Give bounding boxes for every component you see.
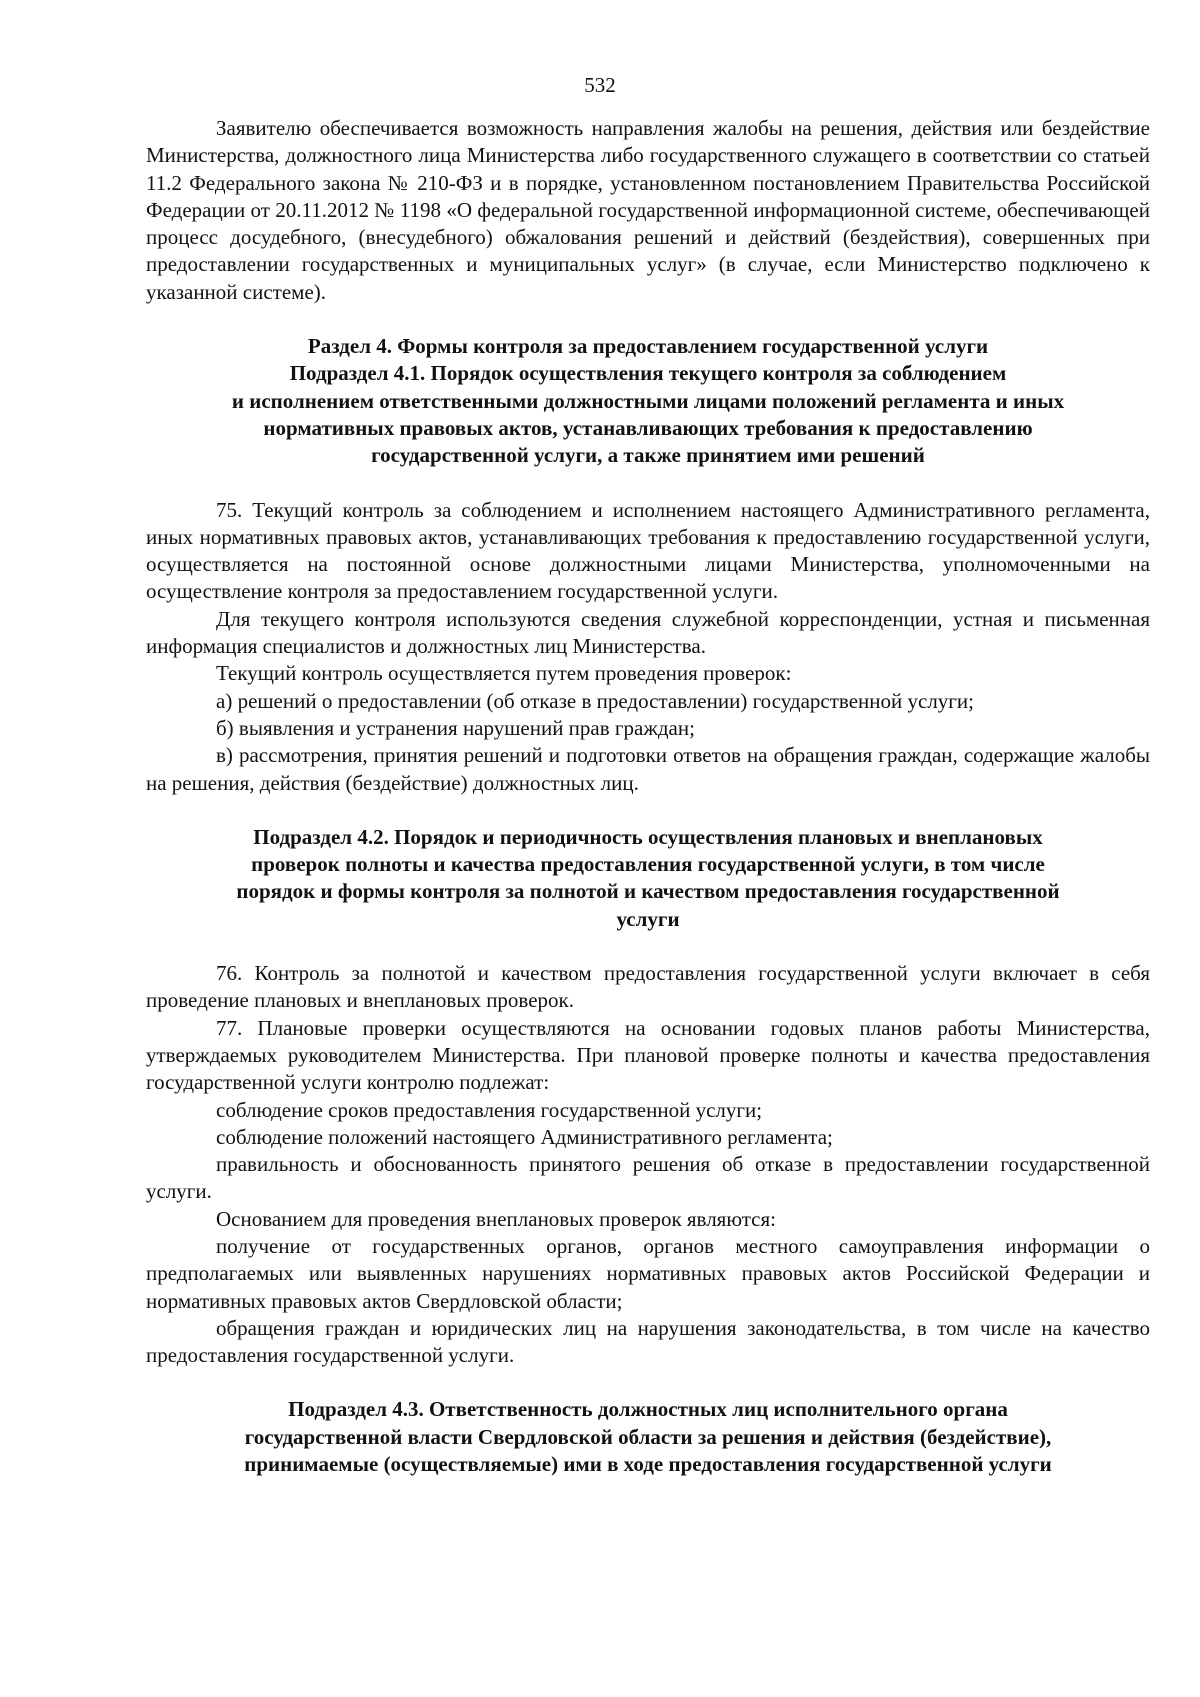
- heading-line: нормативных правовых актов, устанавливающих требования к предоставлению: [263, 415, 1033, 440]
- list-item: а) решений о предоставлении (об отказе в предоставлении) государственной услуги;: [216, 688, 974, 713]
- list-item: соблюдение сроков предоставления государственной услуги;: [216, 1097, 763, 1122]
- intro-paragraph: Заявителю обеспечивается возможность направления жалобы на решения, действия или бездействие Министерства, должностного лица Министерства либо государственного служащего в соответствии со статьей 11.2 Федерального закона № 210-ФЗ и в порядке, установленном постановлением Правительства Российской Федерации от 20.11.2012 № 1198 «О федеральной государственной информационной системе, обеспечивающей процесс досудебного, (внесудебного) обжалования решений и действий (бездействия), совершенных при предоставлении государственных и муниципальных услуг» (в случае, если Министерство подключено к указанной системе).: [146, 116, 1150, 304]
- heading-line: услуги: [616, 906, 680, 931]
- list-item: б) выявления и устранения нарушений прав граждан;: [216, 715, 695, 740]
- paragraph-75: 75. Текущий контроль за соблюдением и исполнением настоящего Административного регламента, иных нормативных правовых актов, устанавливающих требования к предоставлению государственной услуги, осуществляется на постоянной основе должностными лицами Министерства, уполномоченными на осуществление контроля за предоставлением государственной услуги.: [146, 497, 1150, 604]
- paragraph: Текущий контроль осуществляется путем проведения проверок:: [216, 661, 792, 686]
- document-body: [146, 115, 1150, 1478]
- paragraph-76: 76. Контроль за полнотой и качеством предоставления государственной услуги включает в себя проведение плановых и внеплановых проверок.: [146, 961, 1150, 1013]
- heading-line: принимаемые (осуществляемые) ими в ходе предоставления государственной услуги: [244, 1452, 1052, 1477]
- subsection-4-3-heading: [146, 1396, 1150, 1478]
- list-item: обращения граждан и юридических лиц на нарушения законодательства, в том числе на качество предоставления государственной услуги.: [146, 1315, 1150, 1368]
- list-item: в) рассмотрения, принятия решений и подготовки ответов на обращения граждан, содержащие жалобы на решения, действия (бездействие) должностных лиц.: [146, 743, 1150, 795]
- heading-line: государственной власти Свердловской области за решения и действия (бездействие),: [244, 1424, 1052, 1449]
- list-item: правильность и обоснованность принятого решения об отказе в предоставлении государственной услуги.: [146, 1152, 1150, 1204]
- heading-line: порядок и формы контроля за полнотой и качеством предоставления государственной: [236, 879, 1060, 904]
- heading-line: Раздел 4. Формы контроля за предоставлением государственной услуги: [307, 334, 989, 359]
- list-item: получение от государственных органов, органов местного самоуправления информации о предполагаемых или выявленных нарушениях нормативных правовых актов Российской Федерации и нормативных правовых актов Свердловской области;: [146, 1233, 1150, 1313]
- page-number: 532: [584, 73, 616, 97]
- section-4-heading: [146, 333, 1150, 469]
- subsection-4-2-heading: [146, 824, 1150, 933]
- heading-line: Подраздел 4.1. Порядок осуществления текущего контроля за соблюдением: [289, 361, 1007, 386]
- heading-line: государственной услуги, а также принятием ими решений: [371, 443, 925, 468]
- heading-line: проверок полноты и качества предоставления государственной услуги, в том числе: [251, 852, 1045, 877]
- heading-line: и исполнением ответственными должностными лицами положений регламента и иных: [231, 388, 1065, 413]
- heading-line: Подраздел 4.3. Ответственность должностных лиц исполнительного органа: [288, 1397, 1008, 1422]
- heading-line: Подраздел 4.2. Порядок и периодичность осуществления плановых и внеплановых: [253, 824, 1043, 849]
- paragraph: Основанием для проведения внеплановых проверок являются:: [216, 1206, 776, 1231]
- list-item: соблюдение положений настоящего Административного регламента;: [216, 1124, 833, 1149]
- paragraph-77: 77. Плановые проверки осуществляются на основании годовых планов работы Министерства, утверждаемых руководителем Министерства. При плановой проверке полноты и качества предоставления государственной услуги контролю подлежат:: [146, 1015, 1150, 1095]
- paragraph: Для текущего контроля используются сведения служебной корреспонденции, устная и письменная информация специалистов и должностных лиц Министерства.: [146, 606, 1150, 659]
